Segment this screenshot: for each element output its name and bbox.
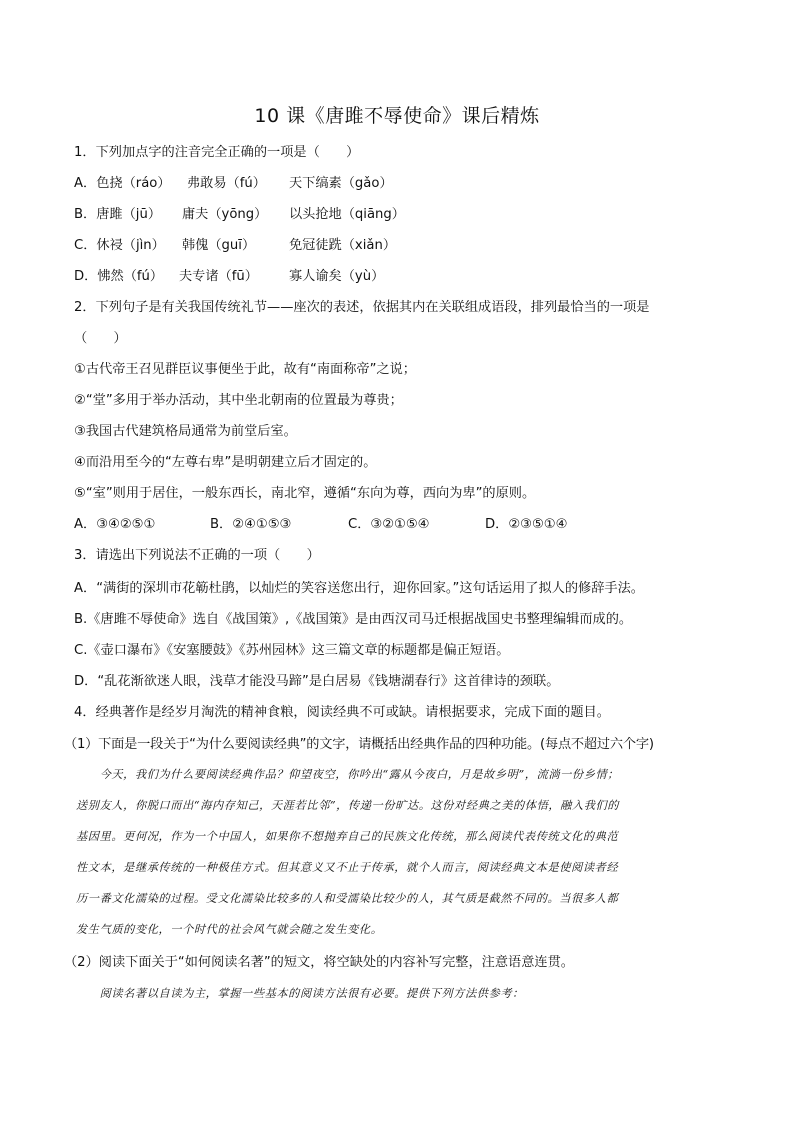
q3-stem: 3．请选出下列说法不正确的一项（ ） (74, 548, 320, 563)
q4-passage1-line-2: 送别友人，你脱口而出“海内存知己，天涯若比邻”，传递一份旷达。这份对经典之美的体悟，融入我们的 (76, 799, 620, 812)
page-title: 10 课《唐雎不辱使命》课后精炼 (254, 105, 540, 127)
q2-choice-a: A．③④②⑤① (74, 517, 156, 532)
q4-passage1-line-5: 历一番文化濡染的过程。受文化濡染比较多的人和受濡染比较少的人，其气质是截然不同的。当很多人都 (76, 892, 619, 905)
q4-passage1-line-6: 发生气质的变化，一个时代的社会风气就会随之发生变化。 (76, 923, 383, 936)
q1-option-c-3: 免冠徒跣（xiǎn） (289, 238, 397, 253)
q2-choice-c: C．③②①⑤④ (348, 517, 430, 532)
q4-stem: 4．经典著作是经岁月淘洗的精神食粮，阅读经典不可或缺。请根据要求，完成下面的题目。 (74, 705, 610, 720)
q1-option-c-1: C．休祲（jìn） (74, 238, 165, 253)
q2-stem: 2．下列句子是有关我国传统礼节——座次的表述，依据其内在关联组成语段，排列最恰当的一项是 (74, 300, 650, 315)
q3-item-a: A．“满街的深圳市花簕杜鹃，以灿烂的笑容送您出行，迎你回家。”这句话运用了拟人的修辞手法。 (74, 581, 644, 596)
q2-item-2: ②“堂”多用于举办活动，其中坐北朝南的位置最为尊贵； (74, 393, 403, 408)
q3-item-c: C.《壶口瀑布》《安塞腰鼓》《苏州园林》这三篇文章的标题都是偏正短语。 (74, 643, 510, 658)
q4-passage1-line-4: 性文本，是继承传统的一种极佳方式。但其意义又不止于传承，就个人而言，阅读经典文本是使阅读者经 (76, 861, 619, 874)
q1-option-d-1: D．怫然（fú） (74, 269, 164, 284)
q1-option-b-3: 以头抢地（qiāng） (289, 207, 405, 222)
q2-paren: （ ） (74, 331, 127, 346)
q4-passage1-line-1: 今天，我们为什么要阅读经典作品？仰望夜空，你吟出“露从今夜白，月是故乡明”，流淌一份乡情； (76, 768, 620, 781)
q1-option-d (74, 267, 384, 287)
q1-option-a-3: 天下缟素（gǎo） (289, 176, 393, 191)
q3-item-b: B.《唐雎不辱使命》选自《战国策》,《战国策》是由西汉司马迁根据战国史书整理编辑而成的。 (74, 612, 633, 627)
q1-option-a-1: A．色挠（ráo） (74, 176, 171, 191)
q2-item-1: ①古代帝王召见群臣议事便坐于此，故有“南面称帝”之说； (74, 362, 416, 377)
q4-passage2-line-1: 阅读名著以自读为主，掌握一些基本的阅读方法很有必要。提供下列方法供参考： (76, 987, 524, 1000)
q1-option-b-1: B．唐雎（jū） (74, 207, 162, 222)
q2-item-3: ③我国古代建筑格局通常为前堂后室。 (74, 424, 297, 439)
q2-choice-b: B．②④①⑤③ (210, 517, 292, 532)
q3-item-d: D．“乱花渐欲迷人眼，浅草才能没马蹄”是白居易《钱塘湖春行》这首律诗的颈联。 (74, 674, 560, 689)
q2-item-5: ⑤“室”则用于居住，一般东西长，南北窄，遵循“东向为尊，西向为卑”的原则。 (74, 486, 536, 501)
q1-option-c (74, 236, 396, 256)
q4-passage1-line-3: 基因里。更何况，作为一个中国人，如果你不想抛弃自己的民族文化传统，那么阅读代表传统文化的典范 (76, 830, 619, 843)
q1-stem: 1．下列加点字的注音完全正确的一项是（ ） (74, 145, 360, 160)
q4-sub1: （1）下面是一段关于“为什么要阅读经典”的文字，请概括出经典作品的四种功能。(每点不超过六个字) (64, 737, 654, 752)
q1-option-a (74, 174, 393, 194)
q4-sub2: （2）阅读下面关于“如何阅读名著”的短文，将空缺处的内容补写完整，注意语意连贯。 (64, 955, 574, 970)
q1-option-b (74, 205, 405, 225)
q1-option-b-2: 庸夫（yōng） (182, 207, 268, 222)
q2-item-4: ④而沿用至今的“左尊右卑”是明朝建立后才固定的。 (74, 455, 377, 470)
q1-option-a-2: 弗敢易（fú） (187, 176, 266, 191)
q2-choices (74, 515, 567, 535)
q1-option-d-3: 寡人谕矣（yù） (289, 269, 385, 284)
q1-option-d-2: 夫专诸（fū） (179, 269, 258, 284)
q1-option-c-2: 韩傀（guī） (182, 238, 256, 253)
q2-choice-d: D．②③⑤①④ (485, 517, 568, 532)
